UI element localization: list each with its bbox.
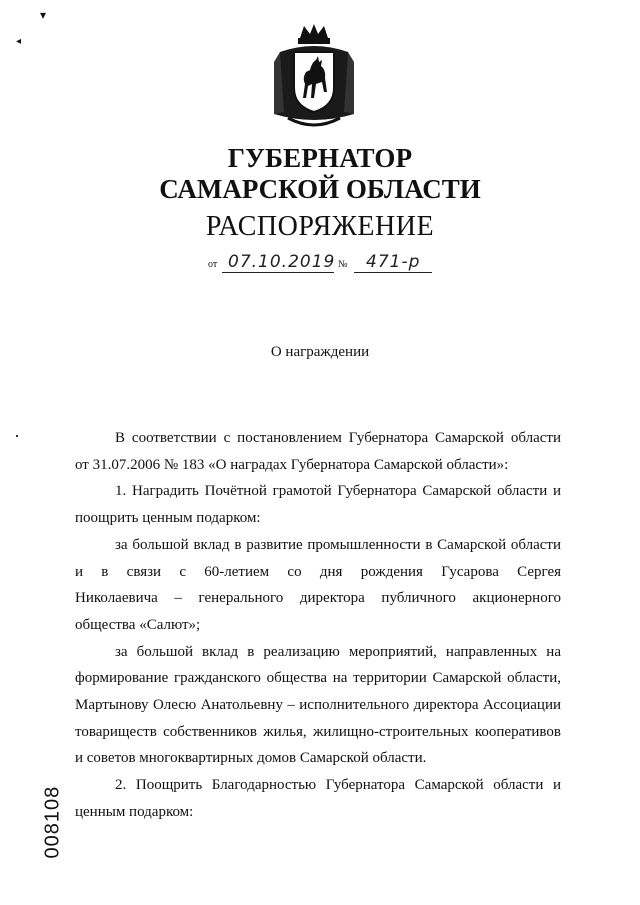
body-line: 1. Наградить Почётной грамотой Губернатора Самарской области и bbox=[115, 483, 561, 500]
subject-line: О награждении bbox=[270, 344, 370, 360]
number-label: № bbox=[338, 259, 348, 270]
body-line: 2. Поощрить Благодарностью Губернатора Самарской области и bbox=[115, 777, 561, 794]
corner-mark: ▾ bbox=[40, 8, 47, 22]
date-value: 07.10.2019 bbox=[228, 252, 336, 272]
body-line: от 31.07.2006 № 183 «О наградах Губернатора Самарской области»: bbox=[75, 456, 509, 473]
side-code-text: 008108 bbox=[41, 785, 64, 859]
body-line: за большой вклад в развитие промышленности в Самарской области bbox=[115, 536, 561, 553]
body-line: общества «Салют»; bbox=[75, 616, 201, 633]
body-line: Николаевича – генерального директора публичного акционерного bbox=[75, 590, 561, 607]
body-line: и в связи с 60-летием со дня рождения Гусарова Сергея bbox=[75, 563, 561, 580]
body-line: поощрить ценным подарком: bbox=[75, 510, 261, 527]
header-title: ГУБЕРНАТОР bbox=[227, 143, 413, 173]
number-value: 471-р bbox=[366, 252, 421, 272]
body-line: ценным подарком: bbox=[75, 803, 194, 820]
header-region: САМАРСКОЙ ОБЛАСТИ bbox=[159, 174, 481, 204]
coat-of-arms-icon bbox=[270, 22, 358, 132]
body-line: В соответствии с постановлением Губернатора Самарской области bbox=[115, 430, 561, 446]
document-type: РАСПОРЯЖЕНИЕ bbox=[205, 211, 435, 242]
body-line: товариществ собственников жилья, жилищно-строительных кооперативов bbox=[75, 723, 561, 740]
body-line: формирование гражданского общества на территории Самарской области, bbox=[75, 670, 561, 687]
document-body bbox=[75, 425, 561, 826]
side-registration-code bbox=[38, 770, 68, 860]
date-label: от bbox=[208, 259, 218, 270]
speck-mark bbox=[16, 435, 18, 437]
body-line: Мартынову Олесю Анатольевну – исполнительного директора Ассоциации bbox=[75, 697, 561, 714]
body-line: за большой вклад в реализацию мероприятий, направленных на bbox=[115, 643, 561, 660]
date-number-line bbox=[208, 247, 438, 273]
corner-mark: ◂ bbox=[16, 36, 22, 47]
body-line: и советов многоквартирных домов Самарской области. bbox=[75, 750, 427, 767]
